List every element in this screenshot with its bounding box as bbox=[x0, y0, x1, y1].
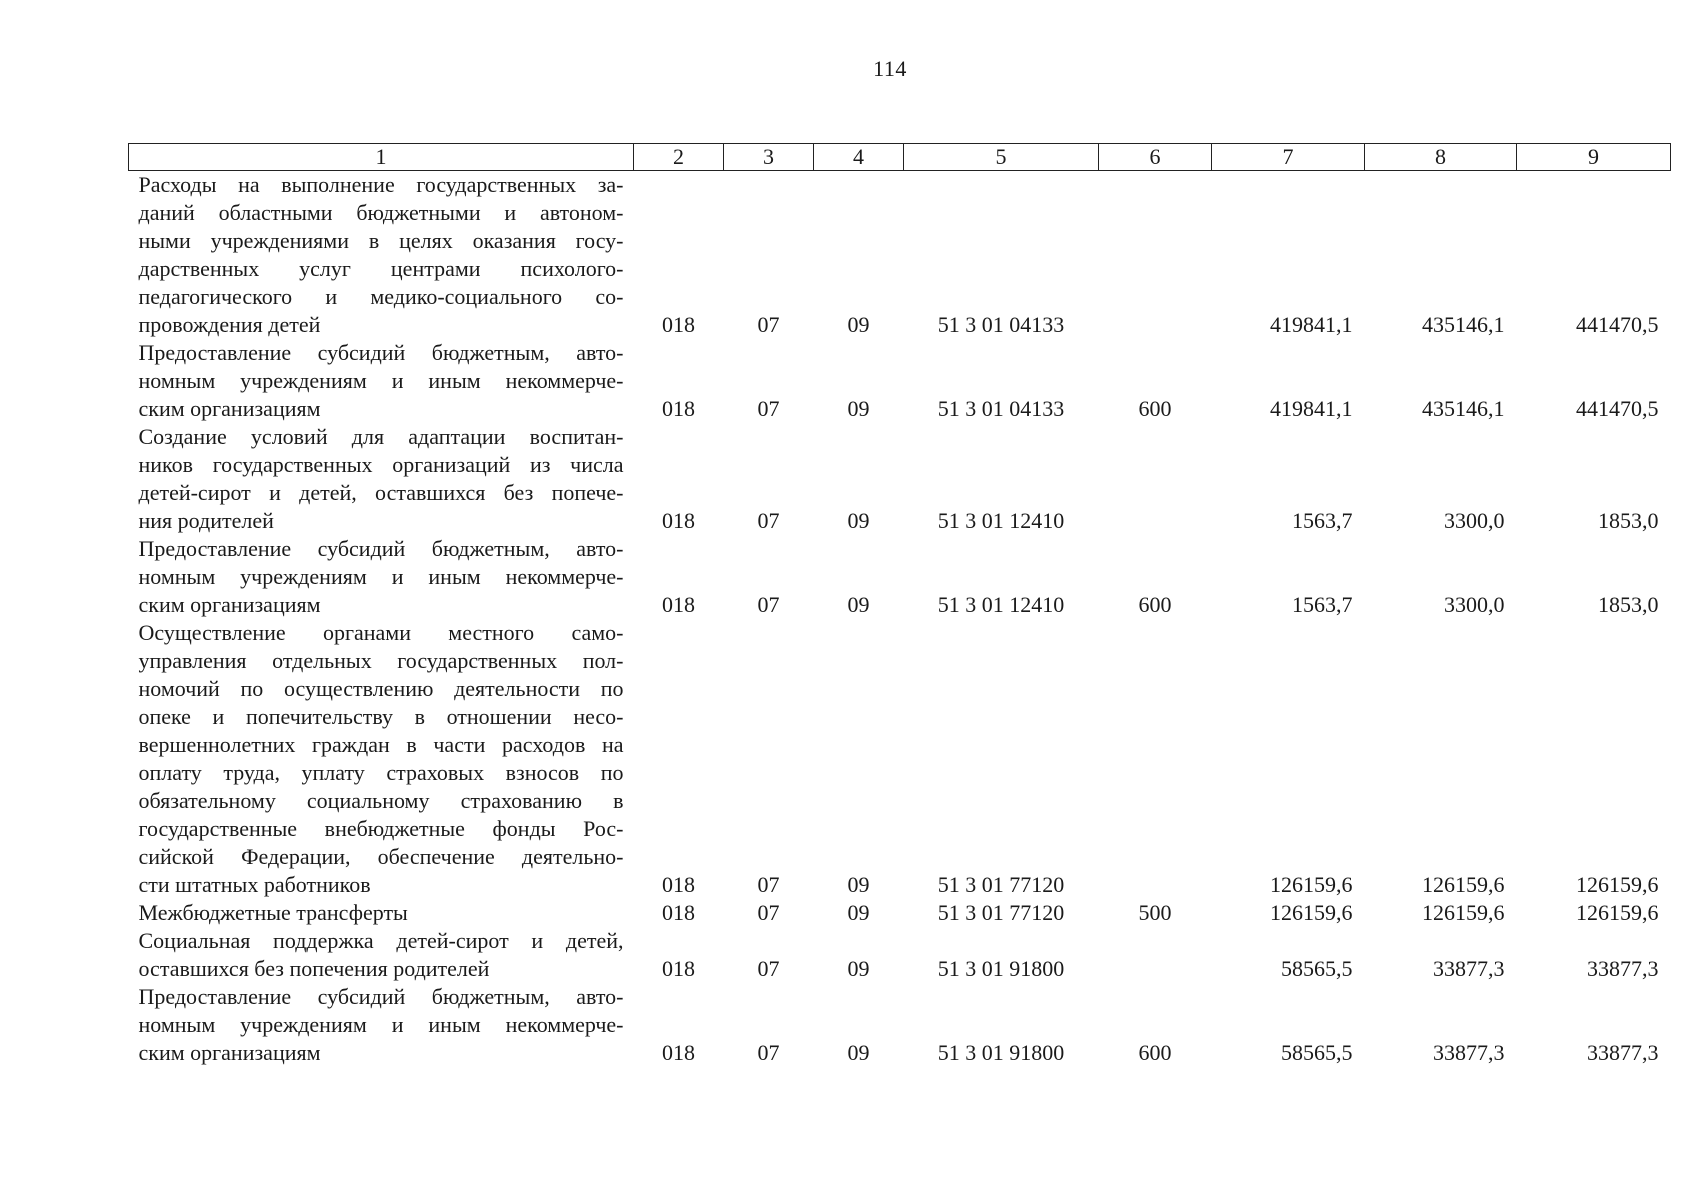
subsection-code: 09 bbox=[847, 312, 870, 337]
description-line: управления отдельных государственных пол- bbox=[138, 648, 624, 673]
amount-year-3: 126159,6 bbox=[1576, 900, 1659, 925]
description-line: ским организациям bbox=[138, 592, 321, 617]
row-description bbox=[129, 171, 634, 340]
expense-type-code: 500 bbox=[1138, 900, 1172, 925]
description-line: Предоставление субсидий бюджетным, авто- bbox=[138, 984, 624, 1009]
description-line: провождения детей bbox=[138, 312, 321, 337]
ministry-code: 018 bbox=[662, 508, 695, 533]
ministry-code: 018 bbox=[662, 900, 695, 925]
header-row bbox=[129, 144, 1671, 171]
ministry-code: 018 bbox=[662, 592, 695, 617]
budget-table bbox=[128, 143, 1671, 1067]
section-code: 07 bbox=[757, 312, 780, 337]
amount-year-1: 1563,7 bbox=[1292, 592, 1353, 617]
amount-year-3: 33877,3 bbox=[1587, 1040, 1659, 1065]
description-line: ния родителей bbox=[138, 508, 274, 533]
amount-year-2: 33877,3 bbox=[1433, 956, 1505, 981]
header-col-7: 7 bbox=[1212, 144, 1365, 171]
table-header bbox=[129, 144, 1671, 171]
ministry-code: 018 bbox=[662, 312, 695, 337]
row-description bbox=[129, 535, 634, 619]
description-line: опеке и попечительству в отношении несо- bbox=[138, 704, 624, 729]
ministry-code: 018 bbox=[662, 1040, 695, 1065]
header-col-3: 3 bbox=[724, 144, 814, 171]
ministry-code: 018 bbox=[662, 872, 695, 897]
description-line: Межбюджетные трансферты bbox=[138, 900, 408, 925]
expense-type-code: 600 bbox=[1138, 1040, 1172, 1065]
expense-type-code: 600 bbox=[1138, 396, 1172, 421]
row-description bbox=[129, 983, 634, 1067]
row-description bbox=[129, 619, 634, 899]
description-line: сти штатных работников bbox=[138, 872, 371, 897]
amount-year-1: 58565,5 bbox=[1281, 1040, 1353, 1065]
target-article-code: 51 3 01 04133 bbox=[937, 312, 1065, 337]
description-line: детей-сирот и детей, оставшихся без попече- bbox=[138, 480, 624, 505]
header-col-1: 1 bbox=[129, 144, 634, 171]
target-article-code: 51 3 01 12410 bbox=[937, 592, 1065, 617]
description-line: ными учреждениями в целях оказания госу- bbox=[138, 228, 624, 253]
amount-year-1: 1563,7 bbox=[1292, 508, 1353, 533]
table-row bbox=[129, 927, 1671, 983]
target-article-code: 51 3 01 77120 bbox=[937, 900, 1065, 925]
target-article-code: 51 3 01 91800 bbox=[937, 1040, 1065, 1065]
target-article-code: 51 3 01 77120 bbox=[937, 872, 1065, 897]
table-body bbox=[129, 171, 1671, 1068]
amount-year-1: 419841,1 bbox=[1270, 312, 1353, 337]
description-line: государственные внебюджетные фонды Рос- bbox=[138, 816, 624, 841]
header-col-6: 6 bbox=[1099, 144, 1212, 171]
ministry-code: 018 bbox=[662, 956, 695, 981]
description-line: номным учреждениям и иным некоммерче- bbox=[138, 1012, 624, 1037]
description-line: оплату труда, уплату страховых взносов по bbox=[138, 760, 624, 785]
description-line: педагогического и медико-социального со- bbox=[138, 284, 624, 309]
header-col-9: 9 bbox=[1517, 144, 1671, 171]
row-description bbox=[129, 339, 634, 423]
row-description bbox=[129, 899, 634, 927]
description-line: Социальная поддержка детей-сирот и детей, bbox=[138, 928, 624, 953]
section-code: 07 bbox=[757, 1040, 780, 1065]
subsection-code: 09 bbox=[847, 1040, 870, 1065]
amount-year-3: 33877,3 bbox=[1587, 956, 1659, 981]
amount-year-3: 126159,6 bbox=[1576, 872, 1659, 897]
description-line: сийской Федерации, обеспечение деятельно- bbox=[138, 844, 624, 869]
target-article-code: 51 3 01 12410 bbox=[937, 508, 1065, 533]
amount-year-2: 435146,1 bbox=[1422, 312, 1505, 337]
amount-year-2: 126159,6 bbox=[1422, 900, 1505, 925]
table-row bbox=[129, 983, 1671, 1067]
description-line: Осуществление органами местного само- bbox=[138, 620, 624, 645]
amount-year-1: 419841,1 bbox=[1270, 396, 1353, 421]
ministry-code: 018 bbox=[662, 396, 695, 421]
row-description bbox=[129, 927, 634, 983]
description-line: ским организациям bbox=[138, 1040, 321, 1065]
description-line: даний областными бюджетными и автоном- bbox=[138, 200, 624, 225]
expense-type-code bbox=[1099, 619, 1212, 899]
description-line: ников государственных организаций из числа bbox=[138, 452, 624, 477]
amount-year-1: 126159,6 bbox=[1270, 872, 1353, 897]
subsection-code: 09 bbox=[847, 592, 870, 617]
description-line: номным учреждениям и иным некоммерче- bbox=[138, 368, 624, 393]
amount-year-2: 3300,0 bbox=[1444, 592, 1505, 617]
section-code: 07 bbox=[757, 396, 780, 421]
description-line: номным учреждениям и иным некоммерче- bbox=[138, 564, 624, 589]
amount-year-3: 441470,5 bbox=[1576, 396, 1659, 421]
section-code: 07 bbox=[757, 592, 780, 617]
table-row bbox=[129, 619, 1671, 899]
header-col-5: 5 bbox=[904, 144, 1099, 171]
expense-type-code bbox=[1099, 171, 1212, 340]
amount-year-2: 33877,3 bbox=[1433, 1040, 1505, 1065]
table-row bbox=[129, 899, 1671, 927]
description-line: номочий по осуществлению деятельности по bbox=[138, 676, 624, 701]
expense-type-code bbox=[1099, 927, 1212, 983]
subsection-code: 09 bbox=[847, 396, 870, 421]
target-article-code: 51 3 01 91800 bbox=[937, 956, 1065, 981]
amount-year-3: 441470,5 bbox=[1576, 312, 1659, 337]
amount-year-2: 126159,6 bbox=[1422, 872, 1505, 897]
subsection-code: 09 bbox=[847, 872, 870, 897]
amount-year-1: 58565,5 bbox=[1281, 956, 1353, 981]
header-col-4: 4 bbox=[814, 144, 904, 171]
description-line: Предоставление субсидий бюджетным, авто- bbox=[138, 536, 624, 561]
description-line: вершеннолетних граждан в части расходов на bbox=[138, 732, 624, 757]
row-description bbox=[129, 423, 634, 535]
amount-year-1: 126159,6 bbox=[1270, 900, 1353, 925]
section-code: 07 bbox=[757, 956, 780, 981]
amount-year-2: 3300,0 bbox=[1444, 508, 1505, 533]
section-code: 07 bbox=[757, 900, 780, 925]
amount-year-3: 1853,0 bbox=[1598, 592, 1659, 617]
subsection-code: 09 bbox=[847, 900, 870, 925]
amount-year-3: 1853,0 bbox=[1598, 508, 1659, 533]
description-line: дарственных услуг центрами психолого- bbox=[138, 256, 624, 281]
amount-year-2: 435146,1 bbox=[1422, 396, 1505, 421]
header-col-2: 2 bbox=[634, 144, 724, 171]
target-article-code: 51 3 01 04133 bbox=[937, 396, 1065, 421]
expense-type-code: 600 bbox=[1138, 592, 1172, 617]
table-row bbox=[129, 535, 1671, 619]
section-code: 07 bbox=[757, 872, 780, 897]
page-number: 114 bbox=[873, 56, 907, 81]
section-code: 07 bbox=[757, 508, 780, 533]
description-line: оставшихся без попечения родителей bbox=[138, 956, 490, 981]
subsection-code: 09 bbox=[847, 508, 870, 533]
description-line: ским организациям bbox=[138, 396, 321, 421]
description-line: обязательному социальному страхованию в bbox=[138, 788, 624, 813]
expense-type-code bbox=[1099, 423, 1212, 535]
description-line: Создание условий для адаптации воспитан- bbox=[138, 424, 624, 449]
description-line: Расходы на выполнение государственных за- bbox=[138, 172, 624, 197]
subsection-code: 09 bbox=[847, 956, 870, 981]
header-col-8: 8 bbox=[1365, 144, 1517, 171]
description-line: Предоставление субсидий бюджетным, авто- bbox=[138, 340, 624, 365]
table-row bbox=[129, 171, 1671, 340]
table-row bbox=[129, 339, 1671, 423]
table-row bbox=[129, 423, 1671, 535]
